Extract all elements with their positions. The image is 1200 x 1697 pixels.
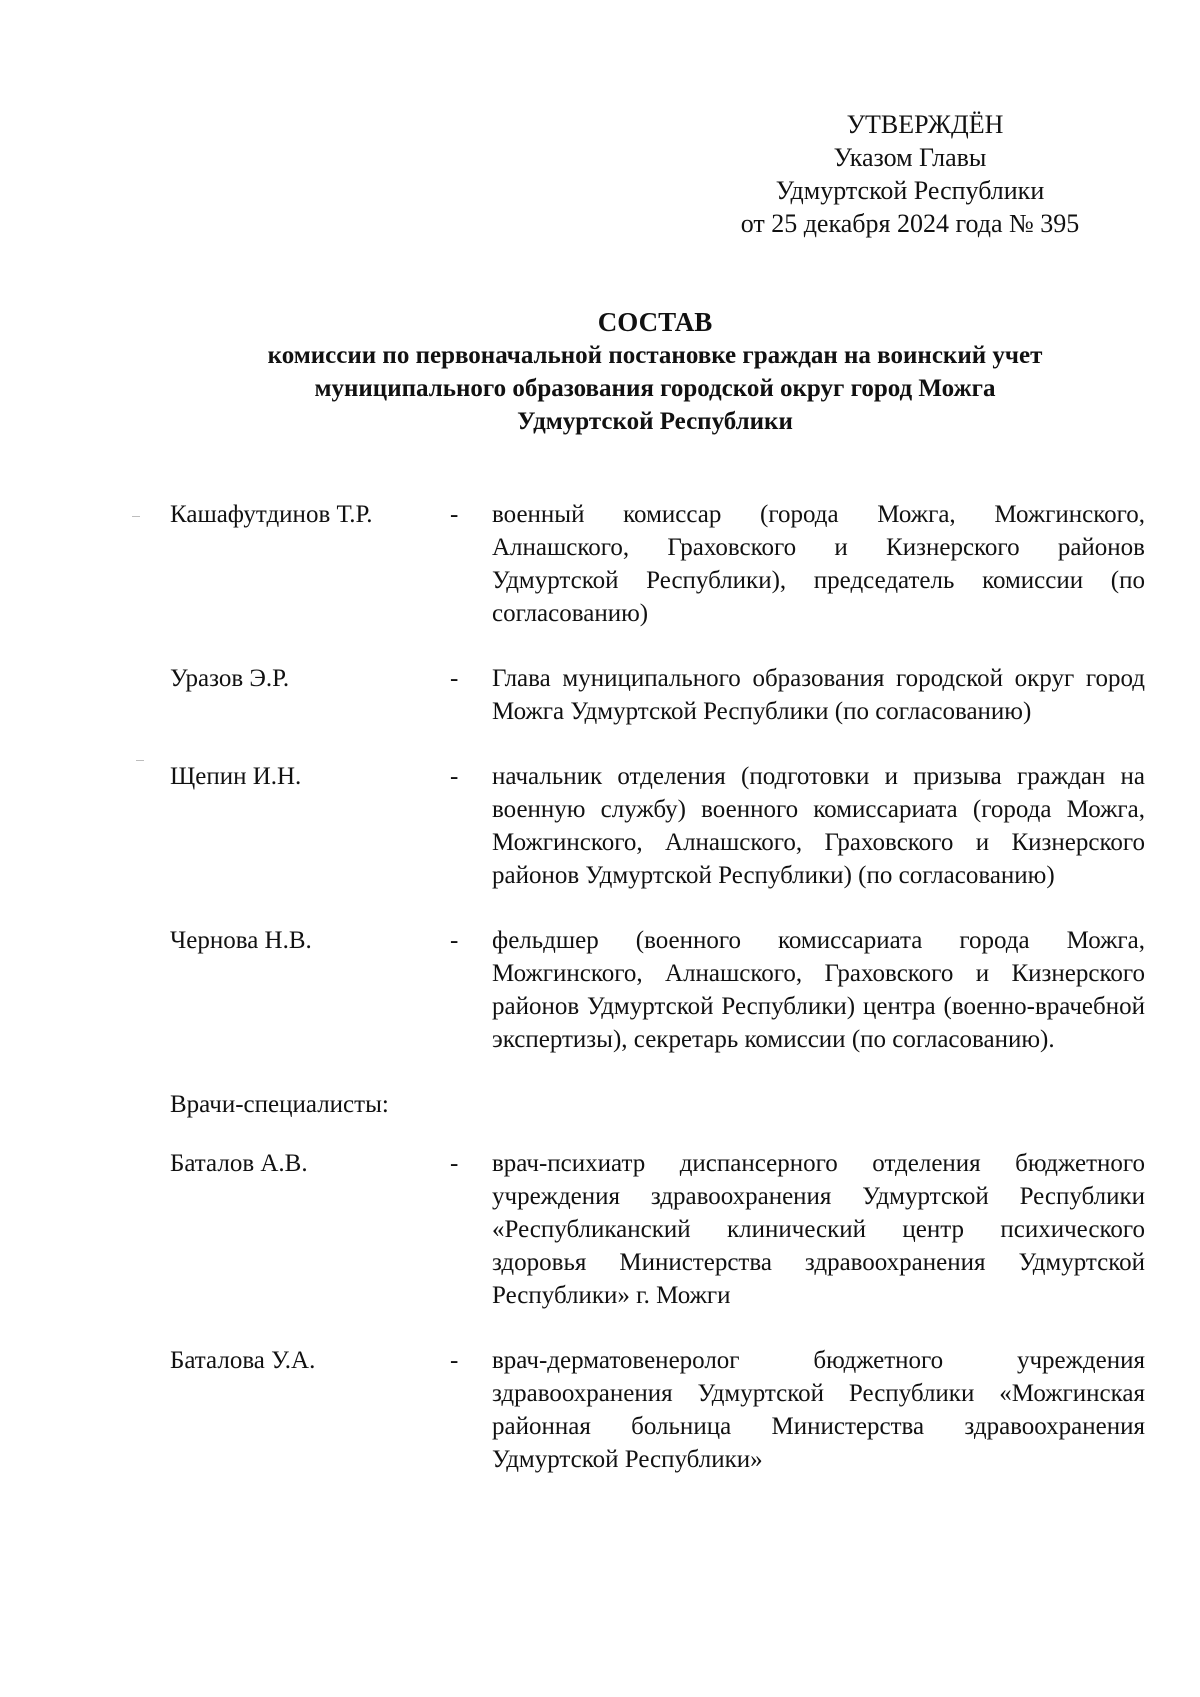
member-dash: - bbox=[450, 501, 459, 528]
approval-line-date-number: от 25 декабря 2024 года № 395 bbox=[740, 209, 1080, 238]
specialist-row bbox=[170, 1344, 1145, 1476]
document-heading bbox=[150, 306, 1160, 438]
member-name: Чернова Н.В. bbox=[170, 927, 312, 954]
specialist-description: врач-психиатр диспансерного отделения бюджетного учреждения здравоохранения Удмуртской Республики «Республиканский клинический центр психического здоровья Министерства здравоохранения Удмуртской Республики» г. Можги bbox=[492, 1150, 1145, 1309]
member-description: военный комиссар (города Можга, Можгинского, Алнашского, Граховского и Кизнерского районов Удмуртской Республики), председатель комиссии (по согласованию) bbox=[492, 501, 1145, 627]
specialists-heading: Врачи-специалисты: bbox=[170, 1091, 389, 1118]
document-title: СОСТАВ bbox=[597, 307, 713, 337]
member-description: начальник отделения (подготовки и призыва граждан на военную службу) военного комиссариата (города Можга, Можгинского, Алнашского, Граховского и Кизнерского районов Удмуртской Республики) (по согласованию) bbox=[492, 763, 1145, 889]
scan-artifact-mark bbox=[132, 516, 140, 517]
heading-line-commission: комиссии по первоначальной постановке граждан на воинский учет bbox=[267, 342, 1043, 369]
approval-line-republic: Удмуртской Республики bbox=[775, 176, 1045, 205]
commission-members-list bbox=[170, 498, 1145, 1508]
approval-line-decree: Указом Главы bbox=[833, 143, 987, 172]
member-row bbox=[170, 924, 1145, 1056]
member-name: Уразов Э.Р. bbox=[170, 665, 290, 692]
member-dash: - bbox=[450, 927, 459, 954]
member-description: фельдшер (военного комиссариата города Можга, Можгинского, Алнашского, Граховского и Кизнерского районов Удмуртской Республики) центра (военно-врачебной экспертизы), секретарь комиссии (по согласованию). bbox=[492, 927, 1145, 1053]
scan-artifact-mark bbox=[136, 760, 144, 761]
member-dash: - bbox=[450, 665, 459, 692]
approval-stamp bbox=[700, 108, 1120, 240]
member-dash: - bbox=[450, 763, 459, 790]
member-name: Щепин И.Н. bbox=[170, 763, 302, 790]
heading-line-municipality: муниципального образования городской округ город Можга bbox=[314, 375, 996, 402]
approval-title: УТВЕРЖДЁН bbox=[846, 110, 1004, 139]
specialist-dash: - bbox=[450, 1347, 459, 1374]
specialist-dash: - bbox=[450, 1150, 459, 1177]
specialist-name: Баталов А.В. bbox=[170, 1150, 308, 1177]
specialist-row bbox=[170, 1147, 1145, 1312]
member-name: Кашафутдинов Т.Р. bbox=[170, 501, 373, 528]
heading-line-republic: Удмуртской Республики bbox=[517, 408, 793, 435]
member-description: Глава муниципального образования городской округ город Можга Удмуртской Республики (по согласованию) bbox=[492, 665, 1145, 725]
member-row bbox=[170, 498, 1145, 630]
specialist-description: врач-дерматовенеролог бюджетного учреждения здравоохранения Удмуртской Республики «Можгинская районная больница Министерства здравоохранения Удмуртской Республики» bbox=[492, 1347, 1145, 1473]
member-row bbox=[170, 662, 1145, 728]
specialist-name: Баталова У.А. bbox=[170, 1347, 316, 1374]
member-row bbox=[170, 760, 1145, 892]
